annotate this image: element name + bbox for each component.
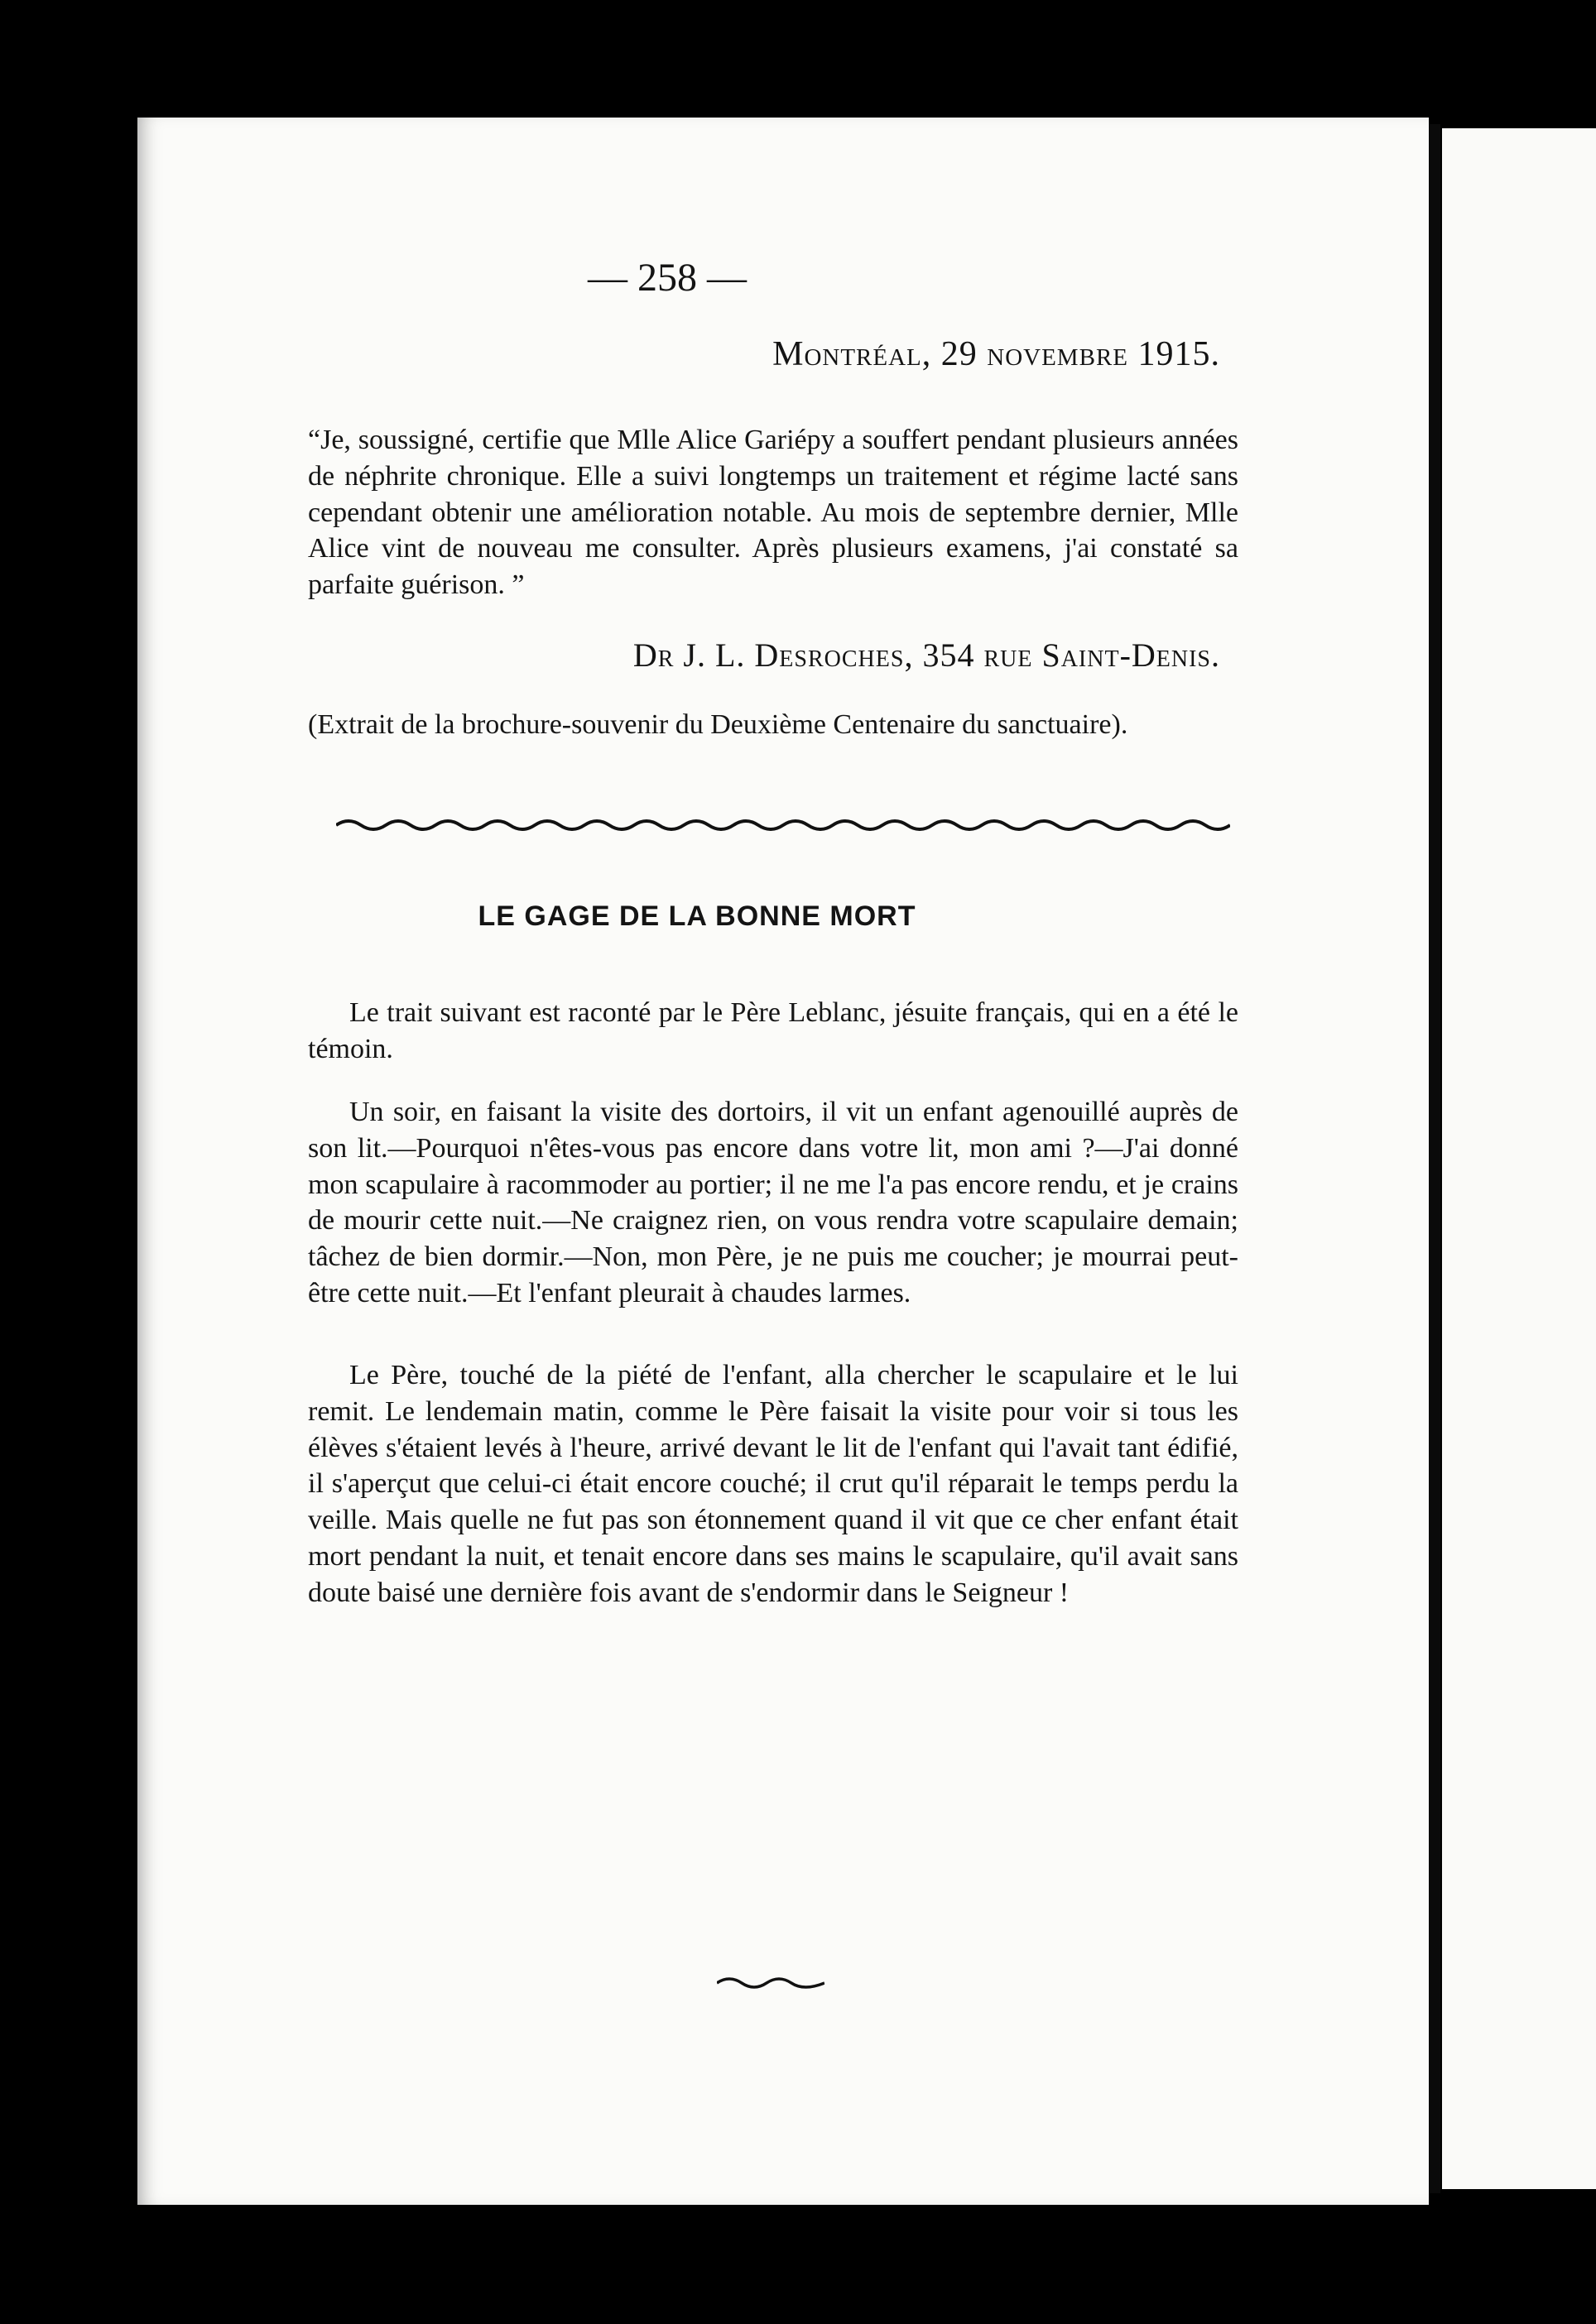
page-number: — 258 — bbox=[588, 256, 747, 300]
paragraph-conclusion: Le Père, touché de la piété de l'enfant, alla chercher le scapulaire et le lui remit. Le lendemain matin, comme le Père faisait la visite pour voir si tous les élèves s'étaient levés à l'heure, arrivé devant le lit de l'enfant qui l'avait tant édifié, il s'aperçut que celui-ci était encore couché; il crut qu'il réparait le temps perdu la veille. Mais quelle ne fut pas son étonnement quand il vit que ce cher enfant était mort pendant la nuit, et tenait encore dans ses mains le scapulaire, qu'il avait sans doute baisé une dernière fois avant de s'endormir dans le Seigneur ! bbox=[308, 1360, 1238, 1608]
end-ornament bbox=[717, 1973, 824, 1990]
facing-page-edge bbox=[1442, 128, 1596, 2189]
dateline: Montréal, 29 novembre 1915. bbox=[772, 335, 1220, 373]
wavy-divider bbox=[336, 813, 1230, 838]
paragraph-dialogue: Un soir, en faisant la visite des dortoirs, il vit un enfant agenouillé auprès de son lit.—Pourquoi n'êtes-vous pas encore dans votre lit, mon ami ?—J'ai donné mon scapulaire à racommoder au portier; il ne me l'a pas encore rendu, et je crains de mourir cette nuit.—Ne craignez rien, on vous rendra votre scapulaire demain; tâchez de bien dormir.—Non, mon Père, je ne puis me coucher; je mourrai peut-être cette nuit.—Et l'enfant pleurait à chaudes larmes. bbox=[308, 1097, 1238, 1308]
paragraph-intro: Le trait suivant est raconté par le Père Leblanc, jésuite français, qui en a été le témoin. bbox=[308, 997, 1238, 1064]
source-note: (Extrait de la brochure-souvenir du Deuxième Centenaire du sanctuaire). bbox=[308, 709, 1128, 740]
testimony-paragraph: “Je, soussigné, certifie que Mlle Alice Gariépy a souffert pendant plusieurs années de néphrite chronique. Elle a suivi longtemps un traitement et régime lacté sans cependant obtenir une amélioration notable. Au mois de septembre dernier, Mlle Alice vint de nouveau me consulter. Après plusieurs examens, j'ai constaté sa parfaite guérison. ” bbox=[308, 425, 1238, 601]
section-title: LE GAGE DE LA BONNE MORT bbox=[478, 900, 916, 932]
book-page bbox=[137, 118, 1429, 2205]
signature: Dr J. L. Desroches, 354 rue Saint-Denis. bbox=[632, 636, 1220, 674]
